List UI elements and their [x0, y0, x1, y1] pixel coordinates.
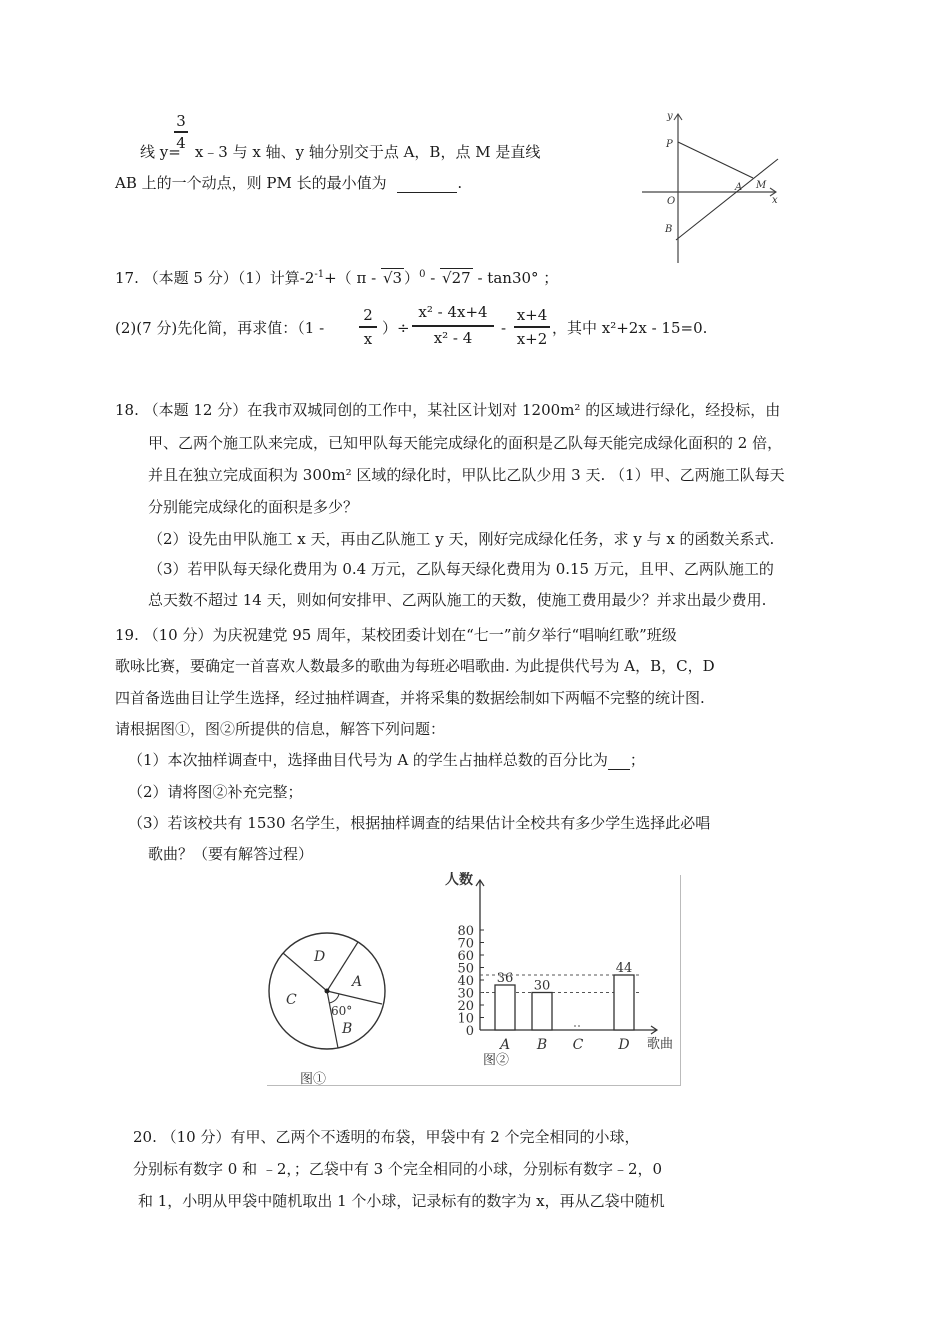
q20-line-3: 和 1，小明从甲袋中随机取出 1 个小球，记录标有的数字为 x，再从乙袋中随机: [138, 1192, 665, 1210]
f2-num: x² - 4x+4: [418, 303, 488, 321]
q17-part2-text-b: ）÷: [382, 319, 410, 337]
sqrt-3-value: 3: [392, 269, 403, 287]
q18-line-6: （3）若甲队每天绿化费用为 0.4 万元，乙队每天绿化费用为 0.15 万元，且甲、乙两队施工的: [148, 560, 774, 578]
fraction-quadratic: [410, 303, 496, 347]
label-a: A: [735, 182, 743, 193]
q16-coordinate-figure: [640, 108, 790, 268]
bar-value-label: 44: [615, 961, 633, 976]
q19-line-4: 请根据图①，图②所提供的信息，解答下列问题：: [115, 720, 446, 738]
q17-sup-zero: 0: [419, 269, 426, 280]
bar-caption: 图②: [483, 1053, 510, 1068]
q17-text-a: 17. （本题 5 分）（1）计算-2: [115, 269, 315, 287]
fraction-bar: [174, 131, 188, 133]
q18-line-2: 甲、乙两个施工队来完成，已知甲队每天能完成绿化的面积是乙队每天能完成绿化面积的 2 倍，: [148, 434, 783, 452]
x-axis-label: 歌曲: [647, 1037, 674, 1052]
q19-line-7: （3）若该校共有 1530 名学生，根据抽样调查的结果估计全校共有多少学生选择此必唱: [128, 814, 711, 832]
y-tick-label: 80: [457, 924, 474, 939]
fraction-bar: [514, 326, 550, 328]
q19-answer-blank[interactable]: [608, 769, 630, 770]
q19-line5-end: ；: [629, 751, 645, 769]
fraction-2-over-x: [357, 306, 379, 348]
label-m: M: [756, 180, 767, 191]
q18-line-4: 分别能完成绿化的面积是多少？: [148, 498, 359, 516]
q17-part2-text-a: (2)(7 分)先化简，再求值：（1 -: [115, 319, 325, 337]
y-tick-label: 0: [465, 1024, 474, 1039]
q17-line-1: [115, 265, 558, 288]
q18-line-7: 总天数不超过 14 天，则如何安排甲、乙两队施工的天数，使施工费用最少？并求出最少费用.: [148, 591, 767, 609]
y-tick-label: 20: [457, 999, 474, 1014]
pie-angle-label: 60°: [331, 1004, 353, 1018]
q17-part2-text-c: -: [501, 319, 507, 337]
angle-arc: [329, 994, 339, 1003]
f1-num: 2: [363, 306, 373, 324]
x-tick-label: B: [536, 1037, 548, 1053]
bar-value-label: 36: [496, 971, 514, 986]
x-tick-label: C: [572, 1037, 584, 1053]
bar-a: [495, 985, 515, 1030]
sqrt-3: √3: [382, 269, 403, 287]
x-tick-label: A: [499, 1037, 511, 1053]
q19-line-1: 19. （10 分）为庆祝建党 95 周年，某校团委计划在“七一”前夕举行“唱响红歌”班级: [115, 626, 677, 644]
q19-line5-text: （1）本次抽样调查中，选择曲目代号为 A 的学生占抽样总数的百分比为: [128, 751, 608, 769]
y-tick-label: 10: [457, 1011, 474, 1027]
y-tick-label: 30: [457, 986, 474, 1002]
sqrt-27-value: 27: [451, 269, 471, 287]
q20-line-1: 20. （10 分）有甲、乙两个不透明的布袋，甲袋中有 2 个完全相同的小球，: [133, 1128, 640, 1146]
q17-text-d: -: [425, 269, 441, 287]
bar-b: [532, 993, 552, 1031]
pie-label-d: D: [314, 949, 326, 965]
f3-num: x+4: [516, 306, 548, 324]
y-tick-label: 40: [457, 974, 474, 989]
q16-frac-num: 3: [176, 112, 186, 130]
bar-value-label: 30: [533, 978, 551, 994]
bar-chart-figure-2: [425, 872, 685, 1072]
q17-text-b: +（ π -: [324, 269, 377, 287]
q16-line-2: [115, 173, 462, 193]
f2-den: x² - 4: [433, 329, 473, 347]
q16-frac-den: 4: [176, 134, 186, 152]
pie-caption: 图①: [300, 1072, 327, 1087]
q17-text-c: ）: [404, 269, 420, 287]
q18-line-3: 并且在独立完成面积为 300m² 区域的绿化时，甲队比乙队少用 3 天. （1）甲、乙两施工队每天: [148, 466, 785, 484]
y-tick-label: 60: [457, 949, 474, 964]
label-y: y: [667, 111, 673, 122]
sqrt-27: √27: [442, 269, 471, 287]
f1-den: x: [363, 330, 373, 348]
fraction-bar: [412, 325, 494, 327]
q16-answer-blank[interactable]: [397, 192, 457, 193]
pie-label-c: C: [286, 992, 297, 1008]
label-o: O: [667, 196, 676, 207]
q16-line2-end: .: [457, 174, 463, 192]
q19-line-2: 歌咏比赛，要确定一首喜欢人数最多的歌曲为每班必唱歌曲. 为此提供代号为 A，B，C，D: [115, 657, 715, 675]
q16-line2-text: AB 上的一个动点，则 PM 长的最小值为: [115, 174, 387, 192]
label-b: B: [665, 224, 673, 235]
q16-line-1: [140, 142, 540, 162]
fraction-bar: [359, 326, 377, 328]
q19-line-3: 四首备选曲目让学生选择，经过抽样调查，并将采集的数据绘制如下两幅不完整的统计图.: [115, 689, 705, 707]
q18-line-1: 18. （本题 12 分）在我市双城同创的工作中，某社区计划对 1200m² 的区域进行绿化，经投标，由: [115, 401, 781, 419]
q17-sup: -1: [314, 269, 325, 280]
segment-pm: [678, 142, 753, 178]
q19-line-5: [128, 750, 645, 770]
y-tick-label: 50: [457, 961, 474, 977]
q20-line-2: 分别标有数字 0 和 ﹣2，；乙袋中有 3 个完全相同的小球，分别标有数字﹣2，0: [133, 1160, 663, 1178]
q18-line-5: （2）设先由甲队施工 x 天，再由乙队施工 y 天，刚好完成绿化任务，求 y 与 x 的函数关系式.: [148, 530, 775, 548]
line-ab: [676, 159, 778, 240]
pie-center: [325, 989, 330, 994]
q16-line1-post: x﹣3 与 x 轴、y 轴分别交于点 A，B，点 M 是直线: [194, 143, 541, 161]
pie-divider-a-b: [327, 991, 382, 1004]
q19-line-6: （2）请将图②补充完整；: [128, 783, 303, 801]
pie-label-b: B: [342, 1021, 353, 1037]
y-tick-label: 70: [457, 936, 474, 952]
q16-line1-pre: 线 y=: [140, 143, 181, 161]
pie-label-a: A: [352, 974, 363, 990]
pie-chart-figure-1: [262, 918, 392, 1088]
q19-line-8: 歌曲？（要有解答过程）: [148, 845, 314, 863]
x-tick-label: D: [618, 1037, 630, 1053]
label-p: P: [666, 139, 673, 150]
q17-text-e: - tan30° ；: [472, 269, 559, 287]
fraction-x4-x2: [513, 306, 551, 348]
y-axis-label: 人数: [445, 872, 473, 888]
f3-den: x+2: [516, 330, 548, 348]
bar-d: [614, 975, 634, 1030]
label-x: x: [772, 195, 778, 206]
q17-part2-text-d: ，其中 x²+2x - 15=0.: [552, 319, 708, 337]
